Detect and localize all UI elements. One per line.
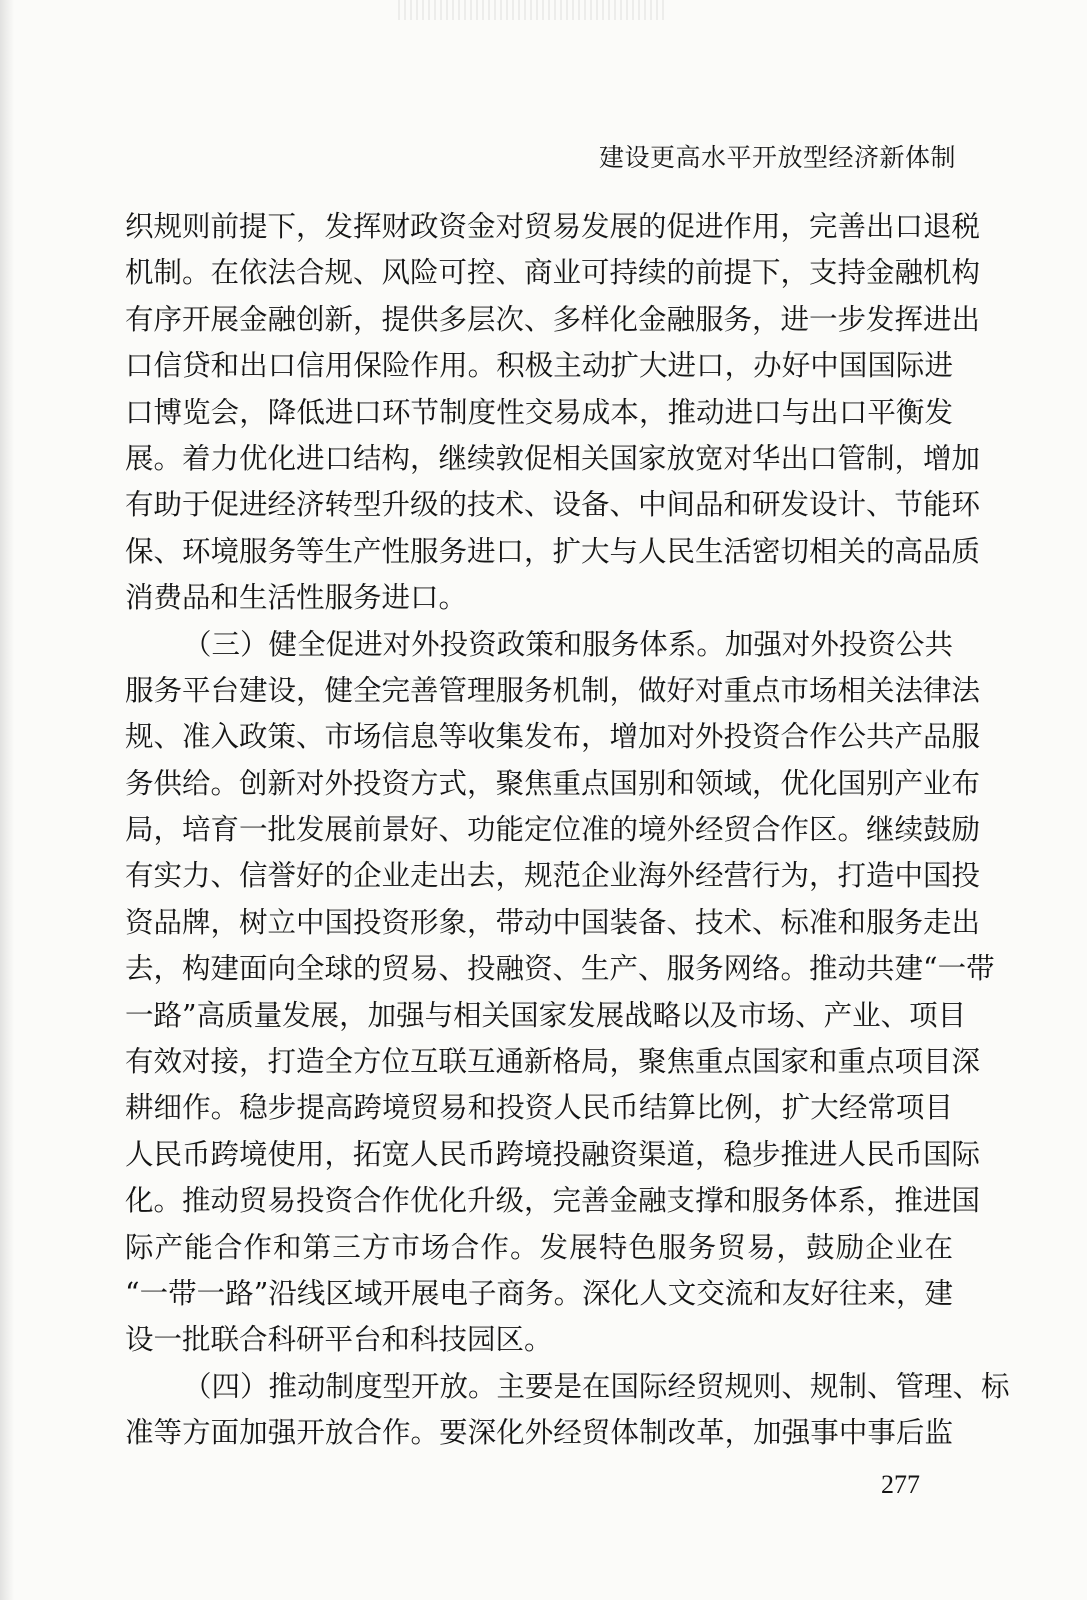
running-header: 建设更高水平开放型经济新体制 [598,143,956,172]
scan-artifact [398,0,668,20]
text-line: 去，构建面向全球的贸易、投融资、生产、服务网络。推动共建“一带 [125,952,995,986]
text-line: 机制。在依法合规、风险可控、商业可持续的前提下，支持金融机构 [125,256,981,290]
text-line: 际产能合作和第三方市场合作。发展特色服务贸易，鼓励企业在 [125,1230,953,1264]
text-line: 有实力、信誉好的企业走出去，规范企业海外经营行为，打造中国投 [125,859,981,893]
text-line: 织规则前提下，发挥财政资金对贸易发展的促进作用，完善出口退税 [125,210,981,243]
text-line: 局，培育一批发展前景好、功能定位准的境外经贸合作区。继续鼓励 [125,813,981,847]
section-heading-line: （三）健全促进对外投资政策和服务体系。加强对外投资公共 [183,627,953,661]
text-line: “一带一路”沿线区域开展电子商务。深化人文交流和友好往来，建 [125,1276,953,1310]
text-line: 展。着力优化进口结构，继续敦促相关国家放宽对华出口管制，增加 [125,441,981,475]
text-line: 服务平台建设，健全完善管理服务机制，做好对重点市场相关法律法 [125,673,981,707]
text-line: 人民币跨境使用，拓宽人民币跨境投融资渠道，稳步推进人民币国际 [125,1137,981,1171]
text-line: 资品牌，树立中国投资形象，带动中国装备、技术、标准和服务走出 [125,905,981,939]
text-line: 设一批联合科研平台和科技园区。 [125,1323,553,1357]
text-line: 化。推动贸易投资合作优化升级，完善金融支撑和服务体系，推进国 [125,1184,981,1218]
text-line: 消费品和生活性服务进口。 [125,581,468,615]
text-line: 口信贷和出口信用保险作用。积极主动扩大进口，办好中国国际进 [125,349,953,383]
scan-edge-shadow [0,0,14,1600]
page-number: 277 [881,1470,920,1499]
text-line: 有效对接，打造全方位互联互通新格局，聚焦重点国家和重点项目深 [125,1045,981,1079]
text-line: 有序开展金融创新，提供多层次、多样化金融服务，进一步发挥进出 [125,302,981,336]
body-text [125,204,1010,1457]
text-line: 一路”高质量发展，加强与相关国家发展战略以及市场、产业、项目 [125,998,967,1032]
text-line: 务供给。创新对外投资方式，聚焦重点国别和领域，优化国别产业布 [125,766,981,800]
text-line: 保、环境服务等生产性服务进口，扩大与人民生活密切相关的高品质 [125,534,981,568]
text-line: 耕细作。稳步提高跨境贸易和投资人民币结算比例，扩大经常项目 [125,1091,953,1125]
text-line: 口博览会，降低进口环节制度性交易成本，推动进口与出口平衡发 [125,395,953,429]
text-line: 规、准入政策、市场信息等收集发布，增加对外投资合作公共产品服 [125,720,981,754]
section-heading-line: （四）推动制度型开放。主要是在国际经贸规则、规制、管理、标 [183,1369,1010,1403]
text-line: 准等方面加强开放合作。要深化外经贸体制改革，加强事中事后监 [125,1416,953,1450]
text-line: 有助于促进经济转型升级的技术、设备、中间品和研发设计、节能环 [125,488,981,522]
